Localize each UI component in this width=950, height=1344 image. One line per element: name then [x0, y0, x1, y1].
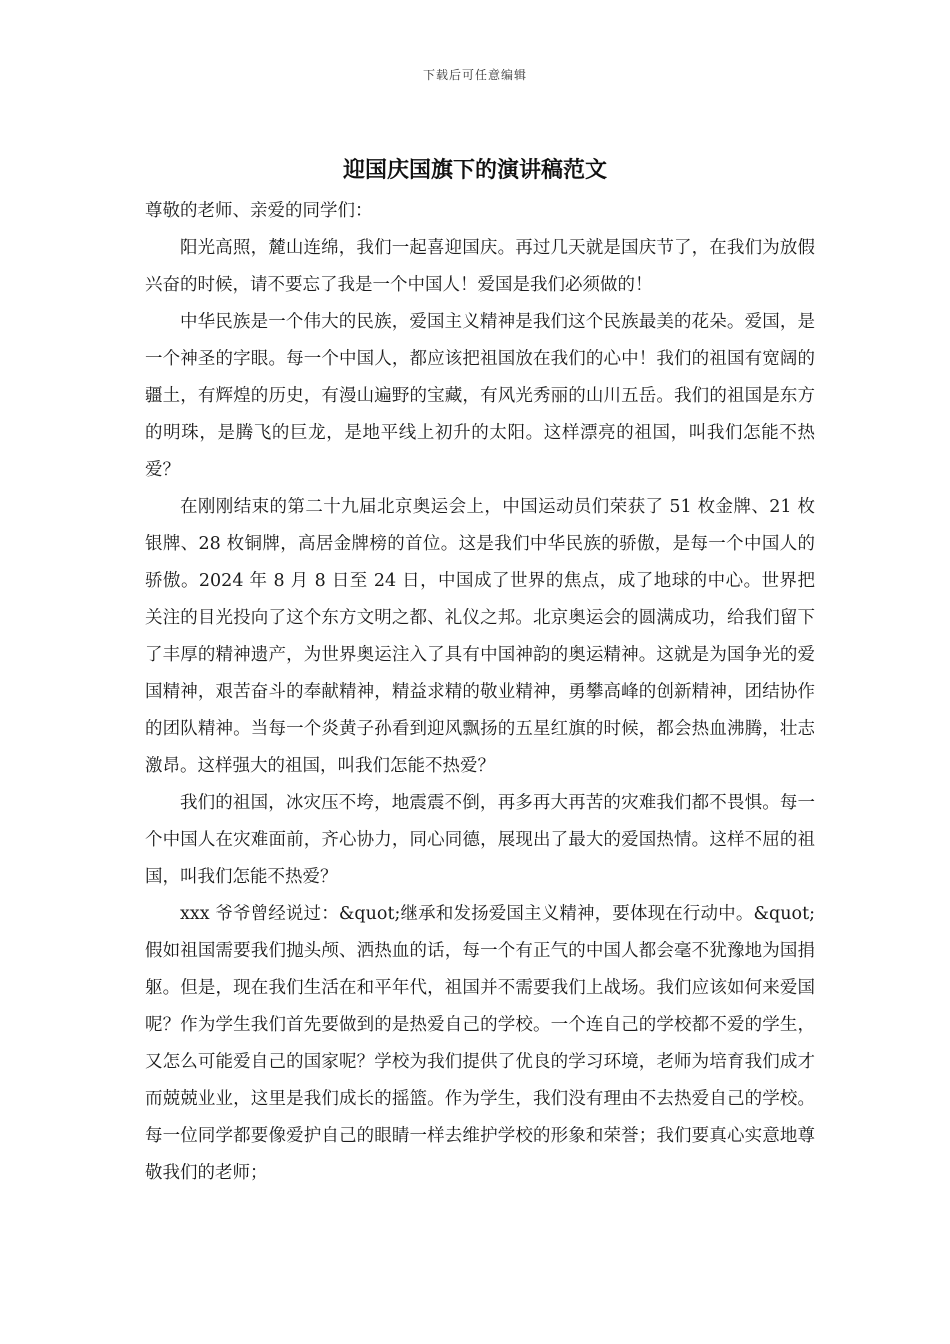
- paragraph-3: 在刚刚结束的第二十九届北京奥运会上，中国运动员们荣获了 51 枚金牌、21 枚银牌、28 枚铜牌，高居金牌榜的首位。这是我们中华民族的骄傲，是每一个中国人的骄傲。2024 年 8 月 8 日至 24 日，中国成了世界的焦点，成了地球的中心。世界把关注的目光投向了这个东方文明之都、礼仪之邦。北京奥运会的圆满成功，给我们留下了丰厚的精神遗产，为世界奥运注入了具有中国神韵的奥运精神。这就是为国争光的爱国精神，艰苦奋斗的奉献精神，精益求精的敬业精神，勇攀高峰的创新精神，团结协作的团队精神。当每一个炎黄子孙看到迎风飘扬的五星红旗的时候，都会热血沸腾，壮志激昂。这样强大的祖国，叫我们怎能不热爱？: [145, 497, 815, 776]
- speech-body: [145, 193, 815, 1192]
- paragraph-4: 我们的祖国，冰灾压不垮，地震震不倒，再多再大再苦的灾难我们都不畏惧。每一个中国人在灾难面前，齐心协力，同心同德，展现出了最大的爱国热情。这样不屈的祖国，叫我们怎能不热爱？: [145, 793, 815, 887]
- salutation: 尊敬的老师、亲爱的同学们：: [145, 201, 373, 221]
- paragraph-1: 阳光高照，麓山连绵，我们一起喜迎国庆。再过几天就是国庆节了，在我们为放假兴奋的时候，请不要忘了我是一个中国人！爱国是我们必须做的！: [145, 238, 815, 295]
- page-title: 迎国庆国旗下的演讲稿范文: [342, 158, 607, 183]
- paragraph-2: 中华民族是一个伟大的民族，爱国主义精神是我们这个民族最美的花朵。爱国，是一个神圣的字眼。每一个中国人，都应该把祖国放在我们的心中！我们的祖国有宽阔的疆土，有辉煌的历史，有漫山遍野的宝藏，有风光秀丽的山川五岳。我们的祖国是东方的明珠，是腾飞的巨龙，是地平线上初升的太阳。这样漂亮的祖国，叫我们怎能不热爱？: [145, 312, 815, 480]
- header-note: 下载后可任意编辑: [422, 68, 527, 82]
- paragraph-5: xxx 爷爷曾经说过：&quot;继承和发扬爱国主义精神，要体现在行动中。&quot;假如祖国需要我们抛头颅、洒热血的话，每一个有正气的中国人都会毫不犹豫地为国捐躯。但是，现在我们生活在和平年代，祖国并不需要我们上战场。我们应该如何来爱国呢？作为学生我们首先要做到的是热爱自己的学校。一个连自己的学校都不爱的学生，又怎么可能爱自己的国家呢？学校为我们提供了优良的学习环境，老师为培育我们成才而兢兢业业，这里是我们成长的摇篮。作为学生，我们没有理由不去热爱自己的学校。每一位同学都要像爱护自己的眼睛一样去维护学校的形象和荣誉；我们要真心实意地尊敬我们的老师；: [145, 904, 815, 1183]
